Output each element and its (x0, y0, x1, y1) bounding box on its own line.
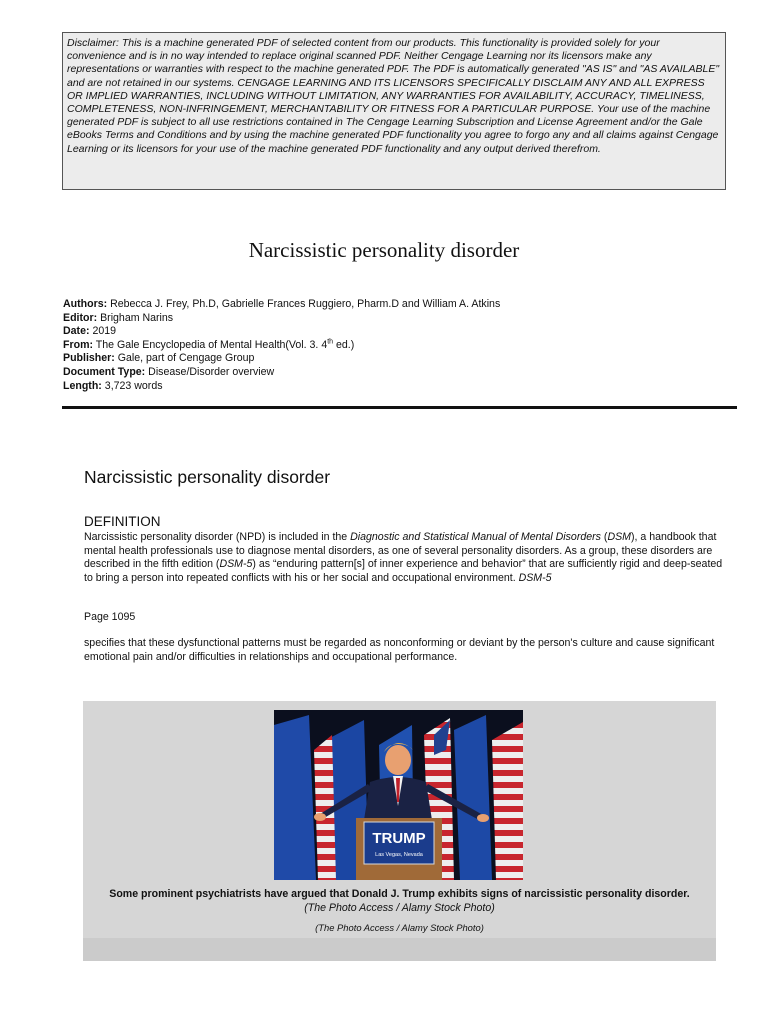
p1-dsm-title: Diagnostic and Statistical Manual of Mental Disorders (350, 531, 601, 543)
p1-text-b: ( (600, 531, 608, 543)
document-metadata (63, 298, 500, 393)
authors-label: Authors: (63, 298, 108, 310)
article-heading: Narcissistic personality disorder (84, 467, 331, 487)
figure-credit-repeat: (The Photo Access / Alamy Stock Photo) (315, 922, 484, 933)
section-divider (62, 406, 737, 409)
meta-editor (63, 312, 500, 326)
figure (83, 701, 716, 961)
document-title: Narcissistic personality disorder (248, 238, 520, 262)
doctype-label: Document Type: (63, 365, 146, 378)
from-value-end: ed.) (333, 338, 355, 351)
p1-text-d: ) as “enduring pattern[s] of inner experience and behavior” that are sufficiently rigid and deep-seated to bring a person into repeated conflicts with his or her social and occupational environment. (84, 558, 723, 584)
doctype-value: Disease/Disorder overview (148, 365, 275, 378)
authors-value: Rebecca J. Frey, Ph.D, Gabrielle Frances Ruggiero, Pharm.D and William A. Atkins (110, 298, 501, 310)
meta-doctype (63, 366, 500, 380)
continuation-paragraph: specifies that these dysfunctional patterns must be regarded as nonconforming or deviant by the person's culture and cause significant emotional pain and/or difficulties in relationships and occupational performance. (84, 637, 715, 663)
figure-caption: Some prominent psychiatrists have argued that Donald J. Trump exhibits signs of narcissistic personality disorder. (109, 888, 690, 900)
publisher-label: Publisher: (63, 352, 115, 365)
editor-label: Editor: (63, 311, 98, 324)
from-sup: th (327, 338, 334, 346)
figure-credit: (The Photo Access / Alamy Stock Photo) (304, 902, 495, 914)
podium-sign-subtext: Las Vegas, Nevada (375, 852, 423, 858)
length-label: Length: (63, 379, 102, 392)
meta-publisher (63, 352, 500, 366)
editor-value: Brigham Narins (100, 311, 174, 324)
publisher-value: Gale, part of Cengage Group (117, 352, 255, 365)
disclaimer-text: Disclaimer: This is a machine generated PDF of selected content from our products. This functionality is provided solely for your convenience and is in no way intended to replace original scanned PDF. Neither Cengage Learning nor its licensors make any representations or warranties with respect to the machine generated PDF. The PDF is automatically generated "AS IS" and "AS AVAILABLE" and are not retained in our systems. CENGAGE LEARNING AND ITS LICENSORS SPECIFICALLY DISCLAIM ANY AND ALL EXPRESS OR IMPLIED WARRANTIES, INCLUDING WITHOUT LIMITATION, ANY WARRANTIES FOR AVAILABILITY, ACCURACY, TIMELINESS, COMPLETENESS, NON-INFRINGEMENT, MERCHANTABILITY OR FITNESS FOR A PARTICULAR PURPOSE. Your use of the machine generated PDF is subject to all use restrictions contained in The Cengage Learning Subscription and License Agreement and/or the Gale eBooks Terms and Conditions and by using the machine generated PDF functionality you agree to forgo any and all claims against Cengage Learning or its licensors for your use of the machine generated PDF functionality and any output derived therefrom. (67, 37, 720, 155)
date-value: 2019 (92, 325, 117, 338)
page-number: Page 1095 (84, 611, 136, 623)
p1-dsm: DSM (607, 531, 631, 543)
p1-text-c: ), a handbook that mental health professionals use to diagnose mental disorders, as one of several personality disorders. As a group, these disorders are described in the fifth edition ( (84, 531, 717, 570)
meta-authors (63, 298, 500, 312)
p1-dsm5-b: DSM-5 (518, 571, 552, 584)
date-label: Date: (63, 325, 90, 338)
p1-dsm5: DSM-5 (219, 558, 253, 570)
definition-paragraph (84, 531, 724, 585)
from-value: The Gale Encyclopedia of Mental Health(Vol. 3. 4 (95, 338, 328, 351)
section-heading-definition: DEFINITION (84, 514, 161, 529)
p1-text-a: Narcissistic personality disorder (NPD) is included in the (84, 531, 351, 543)
meta-from (63, 339, 500, 353)
figure-photo (274, 710, 523, 880)
meta-length (63, 380, 500, 394)
podium-sign-text: TRUMP (372, 830, 426, 847)
from-label: From: (63, 338, 94, 351)
figure-footer-band (83, 938, 716, 961)
meta-date (63, 325, 500, 339)
length-value: 3,723 words (104, 379, 163, 392)
disclaimer-box (62, 32, 726, 190)
